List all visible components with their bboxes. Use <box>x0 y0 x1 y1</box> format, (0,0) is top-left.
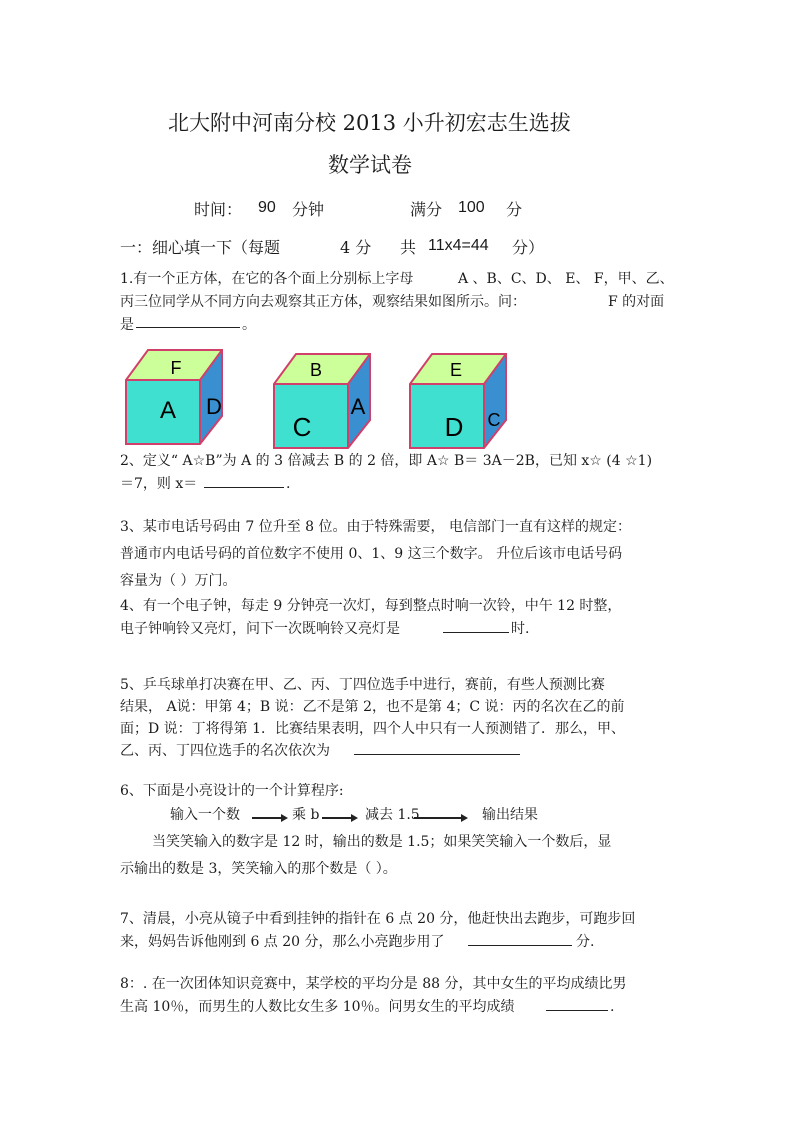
section-label: 一：细心填一下（每题 <box>120 238 281 257</box>
flow-arrow-3-icon <box>414 813 468 823</box>
q5-line2: 结果， A说：甲第 4；B 说：乙不是第 2，也不是第 4；C 说：丙的名次在乙的前 <box>120 699 625 715</box>
q1-answer-blank[interactable] <box>136 327 240 328</box>
section-total-unit: 分） <box>512 238 545 257</box>
cube-3-front-letter: D <box>444 412 464 442</box>
flow-arrow-1-icon <box>252 813 288 823</box>
q8-line1: 8：. 在一次团体知识竞赛中，某学校的平均分是 88 分，其中女生的平均成绩比男 <box>120 976 627 992</box>
q6-line2: 当笑笑输入的数字是 12 时，输出的数是 1.5；如果笑笑输入一个数后，显 <box>152 834 612 850</box>
q7-answer-blank[interactable] <box>468 945 572 946</box>
cube-2-top-letter: B <box>309 360 323 380</box>
q2-answer-blank[interactable] <box>204 487 284 488</box>
cube-figure-1 <box>120 346 230 448</box>
q6-flow-input: 输入一个数 <box>170 807 240 823</box>
q6-flow-output: 输出结果 <box>482 807 538 823</box>
q6-line3: 示输出的数是 3，笑笑输入的那个数是（ ）。 <box>120 861 397 877</box>
score-label: 满分 <box>410 200 443 219</box>
cube-figure-2 <box>268 350 378 452</box>
q5-answer-blank[interactable] <box>354 754 520 755</box>
q2-line2a: ＝7，则 x＝ <box>120 476 198 492</box>
section-total-label: 共 <box>400 238 417 257</box>
q1-line3-end: 。 <box>242 317 256 333</box>
score-unit: 分 <box>506 200 523 219</box>
time-unit: 分钟 <box>292 200 325 219</box>
q1-line3: 是 <box>120 317 134 333</box>
q5-line3: 面；D 说：丁将得第 1．比赛结果表明，四个人中只有一人预测错了．那么，甲、 <box>120 721 626 737</box>
q2-line1: 2、定义“ A☆B”为 A 的 3 倍减去 B 的 2 倍，即 A☆ B＝ 3A－2B，已知 x☆ (4 ☆1) <box>120 453 653 469</box>
page-title: 北大附中河南分校 2013 小升初宏志生选拔 <box>168 111 571 135</box>
cube-1-front-letter: A <box>159 397 177 424</box>
q4-line2-end: 时. <box>511 621 530 637</box>
page-subtitle: 数学试卷 <box>328 153 412 177</box>
q6-line1: 6、下面是小亮设计的一个计算程序: <box>120 783 344 799</box>
q4-line2: 电子钟响铃又亮灯，问下一次既响铃又亮灯是 <box>120 621 400 637</box>
cube-3-top-letter: E <box>449 360 463 380</box>
q6-flow-multiply: 乘 b <box>292 807 320 823</box>
cube-1-side-letter: D <box>206 394 222 419</box>
q1-letters: A 、B、C、D、 E、 F，甲、乙、 <box>458 271 674 287</box>
q6-flow-subtract: 减去 1.5 <box>365 807 420 823</box>
q3-line3: 容量为（ ）万门。 <box>120 573 237 589</box>
q2-line2b: . <box>286 476 291 492</box>
cube-figure-3 <box>404 350 514 452</box>
time-value: 90 <box>258 199 276 216</box>
cube-2-front-letter: C <box>292 412 312 442</box>
cube-3-side-letter: C <box>487 410 501 430</box>
q8-line2-end: . <box>610 999 615 1015</box>
q5-line4: 乙、丙、丁四位选手的名次依次为 <box>120 743 330 759</box>
q3-line2: 普通市内电话号码的首位数字不使用 0、1、9 这三个数字。 升位后该市电话号码 <box>120 546 623 562</box>
q8-line2: 生高 10％，而男生的人数比女生多 10％。问男女生的平均成绩 <box>120 999 515 1015</box>
q1-line1: 1.有一个正方体，在它的各个面上分别标上字母 <box>120 271 414 287</box>
q1-line2: 丙三位同学从不同方向去观察其正方体，观察结果如图所示。问： <box>120 294 526 310</box>
q3-line1: 3、某市电话号码由 7 位升至 8 位。由于特殊需要， 电信部门一直有这样的规定： <box>120 519 631 535</box>
cube-2-side-letter: A <box>350 394 366 419</box>
score-value: 100 <box>458 199 485 216</box>
q7-line2: 来，妈妈告诉他刚到 6 点 20 分，那么小亮跑步用了 <box>120 934 445 950</box>
q4-line1: 4、有一个电子钟，每走 9 分钟亮一次灯，每到整点时响一次铃，中午 12 时整， <box>120 598 622 614</box>
q1-f-text: F 的对面 <box>608 294 665 310</box>
q5-line1: 5、乒乓球单打决赛在甲、乙、丙、丁四位选手中进行，赛前，有些人预测比赛 <box>120 677 605 693</box>
section-total-expr: 11x4=44 <box>428 237 489 254</box>
q7-line2-end: 分. <box>576 934 595 950</box>
q4-answer-blank[interactable] <box>443 632 509 633</box>
q7-line1: 7、清晨，小亮从镜子中看到挂钟的指针在 6 点 20 分，他赶快出去跑步，可跑步回 <box>120 911 636 927</box>
time-label: 时间： <box>194 200 243 219</box>
cube-1-top-letter: F <box>170 358 182 378</box>
section-points: 4 分 <box>340 238 372 257</box>
flow-arrow-2-icon <box>322 813 358 823</box>
q8-answer-blank[interactable] <box>546 1010 608 1011</box>
